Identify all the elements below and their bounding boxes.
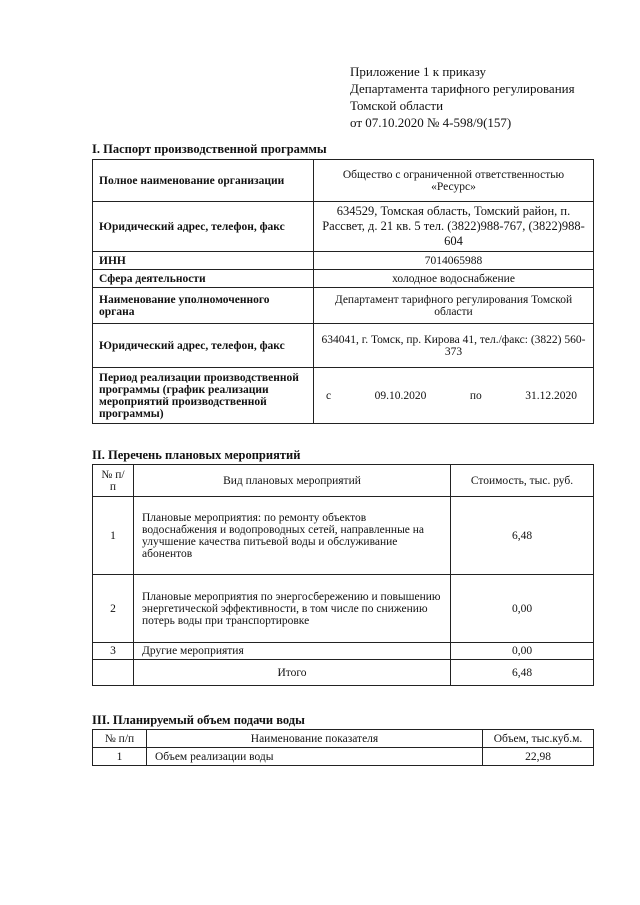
row-value: 7014065988 (314, 252, 594, 270)
total-empty (93, 660, 134, 686)
appendix-line-1: Приложение 1 к приказу (350, 64, 487, 79)
table-row (93, 643, 594, 660)
row-num: 2 (93, 575, 134, 643)
section-2-title: II. Перечень плановых мероприятий (92, 448, 301, 462)
table-header-row (93, 730, 594, 748)
row-label: Полное наименование организации (93, 160, 314, 202)
row-name: Объем реализации воды (147, 748, 483, 766)
row-label: Сфера деятельности (93, 270, 314, 288)
period-cell (314, 368, 594, 424)
row-label: Период реализации производственной программы (график реализации мероприятий производственной программы) (93, 368, 314, 424)
table-row (93, 368, 594, 424)
row-label: ИНН (93, 252, 314, 270)
row-value: Департамент тарифного регулирования Томской области (314, 288, 594, 324)
header-name: Наименование показателя (147, 730, 483, 748)
table-row (93, 202, 594, 252)
row-num: 1 (93, 748, 147, 766)
row-value: 634529, Томская область, Томский район, п. Рассвет, д. 21 кв. 5 тел. (3822)988-767, (3822)988-604 (314, 202, 594, 252)
row-label: Юридический адрес, телефон, факс (93, 202, 314, 252)
row-value: 634041, г. Томск, пр. Кирова 41, тел./факс: (3822) 560-373 (314, 324, 594, 368)
header-num: № п/п (93, 465, 134, 497)
passport-table (92, 159, 594, 424)
table-row (93, 160, 594, 202)
row-desc: Плановые мероприятия по энергосбережению и повышению энергетической эффективности, в том числе по снижению потерь воды при транспортировке (134, 575, 451, 643)
row-value: Общество с ограниченной ответственностью «Ресурс» (314, 160, 594, 202)
row-volume: 22,98 (483, 748, 594, 766)
header-cost: Стоимость, тыс. руб. (451, 465, 594, 497)
period-from-date: 09.10.2020 (374, 389, 427, 402)
volume-table (92, 729, 594, 766)
period-to-word: по (469, 389, 482, 402)
total-label: Итого (134, 660, 451, 686)
header-num: № п/п (93, 730, 147, 748)
row-cost: 0,00 (451, 575, 594, 643)
section-3-title: III. Планируемый объем подачи воды (92, 713, 305, 727)
row-num: 3 (93, 643, 134, 660)
measures-table (92, 464, 594, 686)
table-row (93, 288, 594, 324)
total-value: 6,48 (451, 660, 594, 686)
row-value: холодное водоснабжение (314, 270, 594, 288)
period-from-word: с (326, 389, 332, 402)
appendix-line-2: Департамента тарифного регулирования (350, 81, 575, 96)
appendix-line-3: Томской области (350, 98, 444, 113)
row-desc: Другие мероприятия (134, 643, 451, 660)
table-row (93, 748, 594, 766)
row-cost: 0,00 (451, 643, 594, 660)
table-row (93, 497, 594, 575)
table-row (93, 270, 594, 288)
section-1-title: I. Паспорт производственной программы (92, 142, 327, 156)
table-row (93, 252, 594, 270)
header-volume: Объем, тыс.куб.м. (483, 730, 594, 748)
table-row (93, 324, 594, 368)
table-row (93, 575, 594, 643)
appendix-line-4: от 07.10.2020 № 4-598/9(157) (350, 115, 512, 130)
period-to-date: 31.12.2020 (525, 389, 577, 402)
row-num: 1 (93, 497, 134, 575)
header-type: Вид плановых мероприятий (134, 465, 451, 497)
row-desc: Плановые мероприятия: по ремонту объектов водоснабжения и водопроводных сетей, направленные на улучшение качества питьевой воды и обслуживание абонентов (134, 497, 451, 575)
row-label: Юридический адрес, телефон, факс (93, 324, 314, 368)
table-header-row (93, 465, 594, 497)
table-total-row (93, 660, 594, 686)
appendix-header (350, 63, 575, 131)
row-cost: 6,48 (451, 497, 594, 575)
row-label: Наименование уполномоченного органа (93, 288, 314, 324)
